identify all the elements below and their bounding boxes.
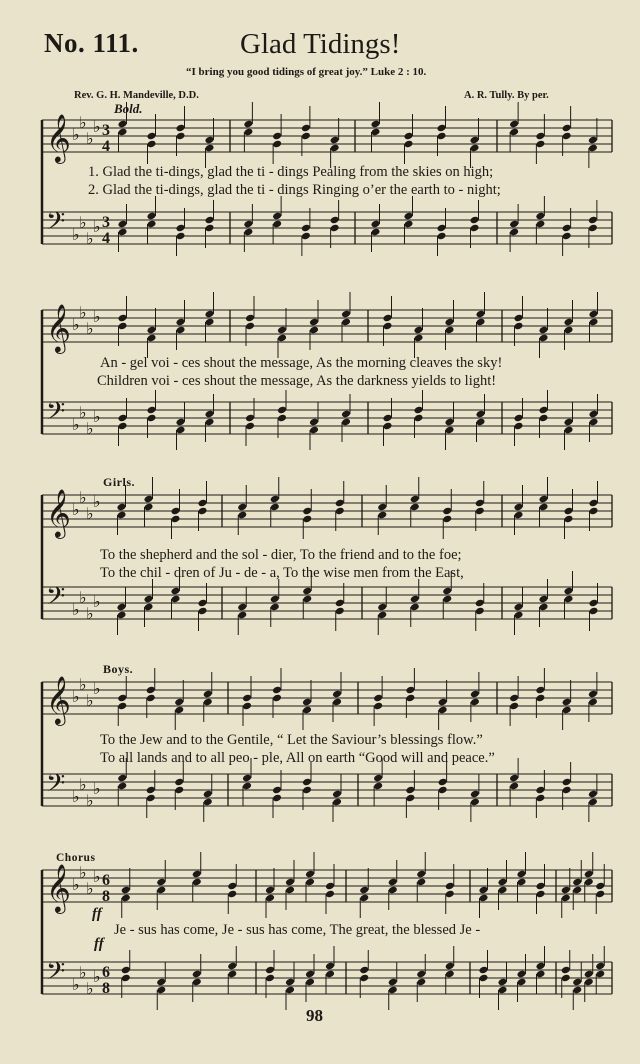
flat-icon: ♭ [86,791,94,810]
lyric-line: To the chil - dren of Ju - de - a, To the wise men from the East, [100,565,464,581]
section-marking: Chorus [56,852,96,864]
lyric-line: To the shepherd and the sol - dier, To the friend and to the foe; [100,547,462,563]
lyric-line: An - gel voi - ces shout the message, As the morning cleaves the sky! [100,355,503,371]
flat-icon: ♭ [93,407,101,426]
flat-icon: ♭ [79,588,87,607]
flat-icon: ♭ [86,319,94,338]
lyric-line: Children voi - ces shout the message, As the darkness yields to light! [97,373,497,389]
flat-icon: ♭ [86,504,94,523]
scripture-quote: “I bring you good tidings of great joy.” Luke 2 : 10. [186,66,427,78]
treble-clef-icon: 𝄞 [46,863,71,912]
time-signature-bottom: 8 [102,888,110,905]
author-credit: Rev. G. H. Mandeville, D.D. [74,90,199,101]
flat-icon: ♭ [93,867,101,886]
lyric-line: Je - sus has come, Je - sus has come, The great, the blessed Je - [114,922,481,938]
flat-icon: ♭ [93,679,101,698]
flat-icon: ♭ [93,967,101,986]
flat-icon: ♭ [79,213,87,232]
treble-clef-icon: 𝄞 [46,113,71,162]
bass-clef-icon: 𝄢 [46,397,66,432]
composer-credit: A. R. Tully. By per. [464,90,549,101]
time-signature-bottom: 8 [102,980,110,997]
flat-icon: ♭ [79,113,87,132]
hymn-number: No. 111. [44,28,139,58]
flat-icon: ♭ [72,125,80,144]
treble-clef-icon: 𝄞 [46,303,71,352]
dynamic-marking: ff [92,906,102,922]
time-signature-top: 3 [102,214,110,231]
flat-icon: ♭ [72,975,80,994]
time-signature-top: 6 [102,964,110,981]
hymn-title: Glad Tidings! [240,28,401,60]
flat-icon: ♭ [79,403,87,422]
flat-icon: ♭ [86,419,94,438]
flat-icon: ♭ [93,492,101,511]
flat-icon: ♭ [79,488,87,507]
lyric-line: 2. Glad the ti-dings, glad the ti - dings Ringing o’er the earth to - night; [88,182,501,198]
flat-icon: ♭ [86,979,94,998]
lyric-line: 1. Glad the ti-dings, glad the ti - dings Pealing from the skies on high; [88,164,494,180]
time-signature-bottom: 4 [102,230,110,247]
dynamic-marking: ff [94,936,104,952]
flat-icon: ♭ [72,687,80,706]
time-signature-bottom: 4 [102,138,110,155]
flat-icon: ♭ [93,779,101,798]
flat-icon: ♭ [86,229,94,248]
section-marking: Boys. [103,662,134,676]
section-marking: Girls. [103,475,135,489]
flat-icon: ♭ [86,879,94,898]
lyric-line: To the Jew and to the Gentile, “ Let the Saviour’s blessings flow.” [100,732,483,748]
flat-icon: ♭ [72,600,80,619]
bass-clef-icon: 𝄢 [46,207,66,242]
flat-icon: ♭ [79,775,87,794]
flat-icon: ♭ [93,117,101,136]
flat-icon: ♭ [86,604,94,623]
flat-icon: ♭ [86,129,94,148]
flat-icon: ♭ [79,963,87,982]
flat-icon: ♭ [72,225,80,244]
flat-icon: ♭ [93,592,101,611]
flat-icon: ♭ [72,315,80,334]
flat-icon: ♭ [79,863,87,882]
flat-icon: ♭ [86,691,94,710]
flat-icon: ♭ [79,303,87,322]
page-number: 98 [306,1006,323,1025]
tempo-marking: Bold. [114,101,143,116]
flat-icon: ♭ [72,500,80,519]
bass-clef-icon: 𝄢 [46,769,66,804]
treble-clef-icon: 𝄞 [46,675,71,724]
flat-icon: ♭ [72,415,80,434]
time-signature-top: 3 [102,122,110,139]
treble-clef-icon: 𝄞 [46,488,71,537]
flat-icon: ♭ [79,675,87,694]
time-signature-top: 6 [102,872,110,889]
flat-icon: ♭ [93,217,101,236]
bass-clef-icon: 𝄢 [46,957,66,992]
lyric-line: To all lands and to all peo - ple, All on earth “Good will and peace.” [100,750,495,766]
bass-clef-icon: 𝄢 [46,582,66,617]
flat-icon: ♭ [72,875,80,894]
flat-icon: ♭ [72,787,80,806]
flat-icon: ♭ [93,307,101,326]
